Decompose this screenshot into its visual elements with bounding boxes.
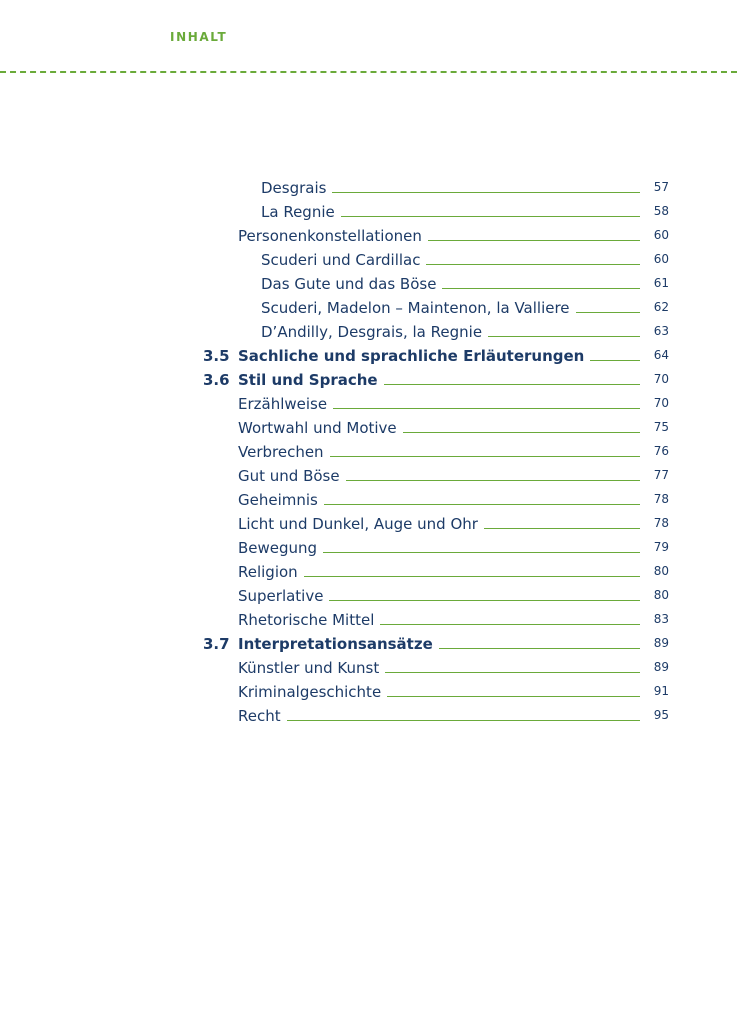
toc-entry-title: Kriminalgeschichte: [238, 683, 382, 701]
toc-entry[interactable]: [238, 417, 669, 437]
toc-page-number: 75: [653, 420, 669, 434]
toc-entry-title: Rhetorische Mittel: [238, 611, 375, 629]
toc-leader-line: [428, 240, 640, 241]
toc-entry[interactable]: [238, 681, 669, 701]
toc-leader-line: [384, 384, 640, 385]
toc-leader-line: [346, 480, 640, 481]
toc-entry[interactable]: [203, 345, 669, 365]
toc-leader-line: [287, 720, 640, 721]
toc-leader-line: [341, 216, 640, 217]
toc-entry-title: Superlative: [238, 587, 324, 605]
toc-entry-title: Desgrais: [261, 179, 327, 197]
toc-page-number: 80: [653, 588, 669, 602]
toc-page-number: 57: [653, 180, 669, 194]
toc-page-number: 80: [653, 564, 669, 578]
toc-page-number: 70: [653, 396, 669, 410]
toc-entry-title: Das Gute und das Böse: [261, 275, 437, 293]
toc-section-number: 3.7: [203, 635, 230, 653]
toc-entry[interactable]: [261, 249, 669, 269]
toc-page-number: 58: [653, 204, 669, 218]
toc-entry-title: Erzählweise: [238, 395, 328, 413]
toc-leader-line: [380, 624, 640, 625]
toc-entry-title: Scuderi, Madelon – Maintenon, la Valliere: [261, 299, 570, 317]
toc-page-number: 89: [653, 636, 669, 650]
toc-page-number: 78: [653, 492, 669, 506]
toc-entry-title: Scuderi und Cardillac: [261, 251, 421, 269]
toc-leader-line: [329, 600, 640, 601]
toc-page-number: 95: [653, 708, 669, 722]
toc-page-number: 89: [653, 660, 669, 674]
toc-leader-line: [590, 360, 640, 361]
toc-entry[interactable]: [203, 369, 669, 389]
dashed-divider: [0, 71, 737, 73]
toc-leader-line: [330, 456, 640, 457]
toc-entry-title: Geheimnis: [238, 491, 318, 509]
toc-entry[interactable]: [238, 489, 669, 509]
toc-page-number: 83: [653, 612, 669, 626]
toc-leader-line: [323, 552, 640, 553]
toc-leader-line: [385, 672, 640, 673]
toc-entry[interactable]: [261, 201, 669, 221]
toc-entry-title: D’Andilly, Desgrais, la Regnie: [261, 323, 483, 341]
toc-entry[interactable]: [261, 321, 669, 341]
toc-entry-title: Sachliche und sprachliche Erläuterungen: [238, 347, 585, 365]
toc-page-number: 91: [653, 684, 669, 698]
toc-entry-title: Gut und Böse: [238, 467, 340, 485]
toc-entry-title: Religion: [238, 563, 298, 581]
toc-entry[interactable]: [238, 657, 669, 677]
toc-entry[interactable]: [261, 297, 669, 317]
section-header: INHALT: [170, 30, 228, 44]
toc-entry[interactable]: [238, 561, 669, 581]
toc-page-number: 60: [653, 228, 669, 242]
toc-page-number: 60: [653, 252, 669, 266]
toc-entry-title: Licht und Dunkel, Auge und Ohr: [238, 515, 478, 533]
toc-leader-line: [304, 576, 640, 577]
toc-page-number: 63: [653, 324, 669, 338]
toc-leader-line: [576, 312, 640, 313]
toc-page-number: 62: [653, 300, 669, 314]
toc-entry-title: La Regnie: [261, 203, 335, 221]
toc-entry[interactable]: [238, 393, 669, 413]
toc-leader-line: [484, 528, 640, 529]
toc-entry-title: Recht: [238, 707, 281, 725]
toc-entry[interactable]: [238, 585, 669, 605]
toc-leader-line: [488, 336, 640, 337]
toc-entry[interactable]: [203, 633, 669, 653]
toc-entry[interactable]: [261, 273, 669, 293]
toc-leader-line: [403, 432, 640, 433]
toc-entry[interactable]: [238, 537, 669, 557]
toc-entry[interactable]: [261, 177, 669, 197]
toc-entry[interactable]: [238, 705, 669, 725]
toc-entry-title: Stil und Sprache: [238, 371, 378, 389]
toc-leader-line: [442, 288, 640, 289]
toc-leader-line: [387, 696, 640, 697]
toc-entry[interactable]: [238, 225, 669, 245]
toc-entry-title: Wortwahl und Motive: [238, 419, 397, 437]
toc-entry[interactable]: [238, 441, 669, 461]
toc-page-number: 79: [653, 540, 669, 554]
toc-section-number: 3.6: [203, 371, 230, 389]
toc-entry-title: Künstler und Kunst: [238, 659, 380, 677]
toc-leader-line: [333, 408, 640, 409]
toc-page-number: 78: [653, 516, 669, 530]
toc-entry-title: Personenkonstellationen: [238, 227, 422, 245]
toc-page-number: 61: [653, 276, 669, 290]
toc-section-number: 3.5: [203, 347, 230, 365]
toc-entry[interactable]: [238, 513, 669, 533]
toc-entry[interactable]: [238, 465, 669, 485]
toc-entry-title: Interpretationsansätze: [238, 635, 433, 653]
toc-leader-line: [332, 192, 640, 193]
toc-entry[interactable]: [238, 609, 669, 629]
toc-page-number: 70: [653, 372, 669, 386]
toc-page-number: 76: [653, 444, 669, 458]
toc-leader-line: [324, 504, 640, 505]
toc-entry-title: Bewegung: [238, 539, 318, 557]
toc-entry-title: Verbrechen: [238, 443, 324, 461]
toc-leader-line: [426, 264, 640, 265]
toc-page-number: 64: [653, 348, 669, 362]
toc-page-number: 77: [653, 468, 669, 482]
toc-leader-line: [439, 648, 640, 649]
